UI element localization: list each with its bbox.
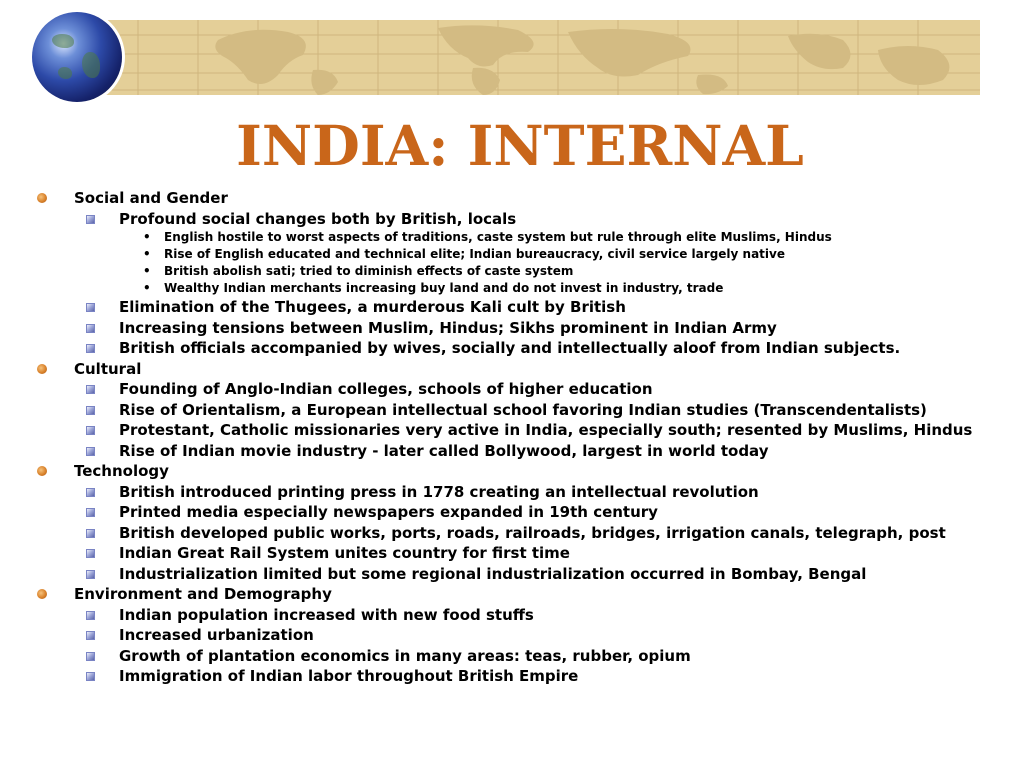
square-bullet-icon bbox=[86, 631, 95, 640]
list-item: Increasing tensions between Muslim, Hindus; Sikhs prominent in Indian Army bbox=[0, 318, 1024, 339]
list-item: Protestant, Catholic missionaries very active in India, especially south; resented by Muslims, Hindus bbox=[0, 420, 1024, 441]
list-item: Indian population increased with new food stuffs bbox=[0, 605, 1024, 626]
square-bullet-icon bbox=[86, 303, 95, 312]
list-item: British developed public works, ports, roads, railroads, bridges, irrigation canals, telegraph, post bbox=[0, 523, 1024, 544]
dot-bullet-icon: • bbox=[143, 281, 151, 295]
sub-list-item: • British abolish sati; tried to diminish effects of caste system bbox=[143, 264, 574, 278]
square-bullet-icon bbox=[86, 672, 95, 681]
square-bullet-icon bbox=[86, 549, 95, 558]
orange-bullet-icon bbox=[37, 364, 47, 374]
list-item: British introduced printing press in 1778 creating an intellectual revolution bbox=[0, 482, 1024, 503]
globe-logo bbox=[32, 12, 122, 102]
section-heading: Cultural bbox=[0, 359, 1024, 380]
list-item: Rise of Indian movie industry - later called Bollywood, largest in world today bbox=[0, 441, 1024, 462]
square-bullet-icon bbox=[86, 426, 95, 435]
square-bullet-icon bbox=[86, 324, 95, 333]
list-item: Profound social changes both by British, locals bbox=[0, 209, 1024, 230]
dot-bullet-icon: • bbox=[143, 230, 151, 244]
list-item: Growth of plantation economics in many areas: teas, rubber, opium bbox=[0, 646, 1024, 667]
square-bullet-icon bbox=[86, 652, 95, 661]
dot-bullet-icon: • bbox=[143, 247, 151, 261]
list-item: Rise of Orientalism, a European intellectual school favoring Indian studies (Transcendentalists) bbox=[0, 400, 1024, 421]
list-item: Indian Great Rail System unites country for first time bbox=[0, 543, 1024, 564]
square-bullet-icon bbox=[86, 406, 95, 415]
sub-list-item: • English hostile to worst aspects of traditions, caste system but rule through elite Muslims, Hindus bbox=[143, 230, 832, 244]
orange-bullet-icon bbox=[37, 466, 47, 476]
slide-title: INDIA: INTERNAL bbox=[236, 113, 804, 178]
sub-list-item: • Wealthy Indian merchants increasing buy land and do not invest in industry, trade bbox=[143, 281, 724, 295]
section-heading: Technology bbox=[0, 461, 1024, 482]
square-bullet-icon bbox=[86, 508, 95, 517]
list-item: Founding of Anglo-Indian colleges, schools of higher education bbox=[0, 379, 1024, 400]
square-bullet-icon bbox=[86, 215, 95, 224]
list-item: Industrialization limited but some regional industrialization occurred in Bombay, Bengal bbox=[0, 564, 1024, 585]
section-heading: Environment and Demography bbox=[0, 584, 1024, 605]
square-bullet-icon bbox=[86, 385, 95, 394]
square-bullet-icon bbox=[86, 447, 95, 456]
square-bullet-icon bbox=[86, 344, 95, 353]
orange-bullet-icon bbox=[37, 193, 47, 203]
list-item: Elimination of the Thugees, a murderous Kali cult by British bbox=[0, 297, 1024, 318]
list-item: Increased urbanization bbox=[0, 625, 1024, 646]
slide-content bbox=[0, 188, 1024, 687]
world-map-illustration bbox=[98, 20, 980, 95]
square-bullet-icon bbox=[86, 570, 95, 579]
list-item: British officials accompanied by wives, socially and intellectually aloof from Indian subjects. bbox=[0, 338, 1024, 359]
map-banner bbox=[98, 20, 980, 95]
square-bullet-icon bbox=[86, 529, 95, 538]
orange-bullet-icon bbox=[37, 589, 47, 599]
square-bullet-icon bbox=[86, 611, 95, 620]
list-item: Immigration of Indian labor throughout British Empire bbox=[0, 666, 1024, 687]
sub-list-item: • Rise of English educated and technical elite; Indian bureaucracy, civil service largely native bbox=[143, 247, 785, 261]
square-bullet-icon bbox=[86, 488, 95, 497]
section-heading: Social and Gender bbox=[0, 188, 1024, 209]
dot-bullet-icon: • bbox=[143, 264, 151, 278]
list-item: Printed media especially newspapers expanded in 19th century bbox=[0, 502, 1024, 523]
